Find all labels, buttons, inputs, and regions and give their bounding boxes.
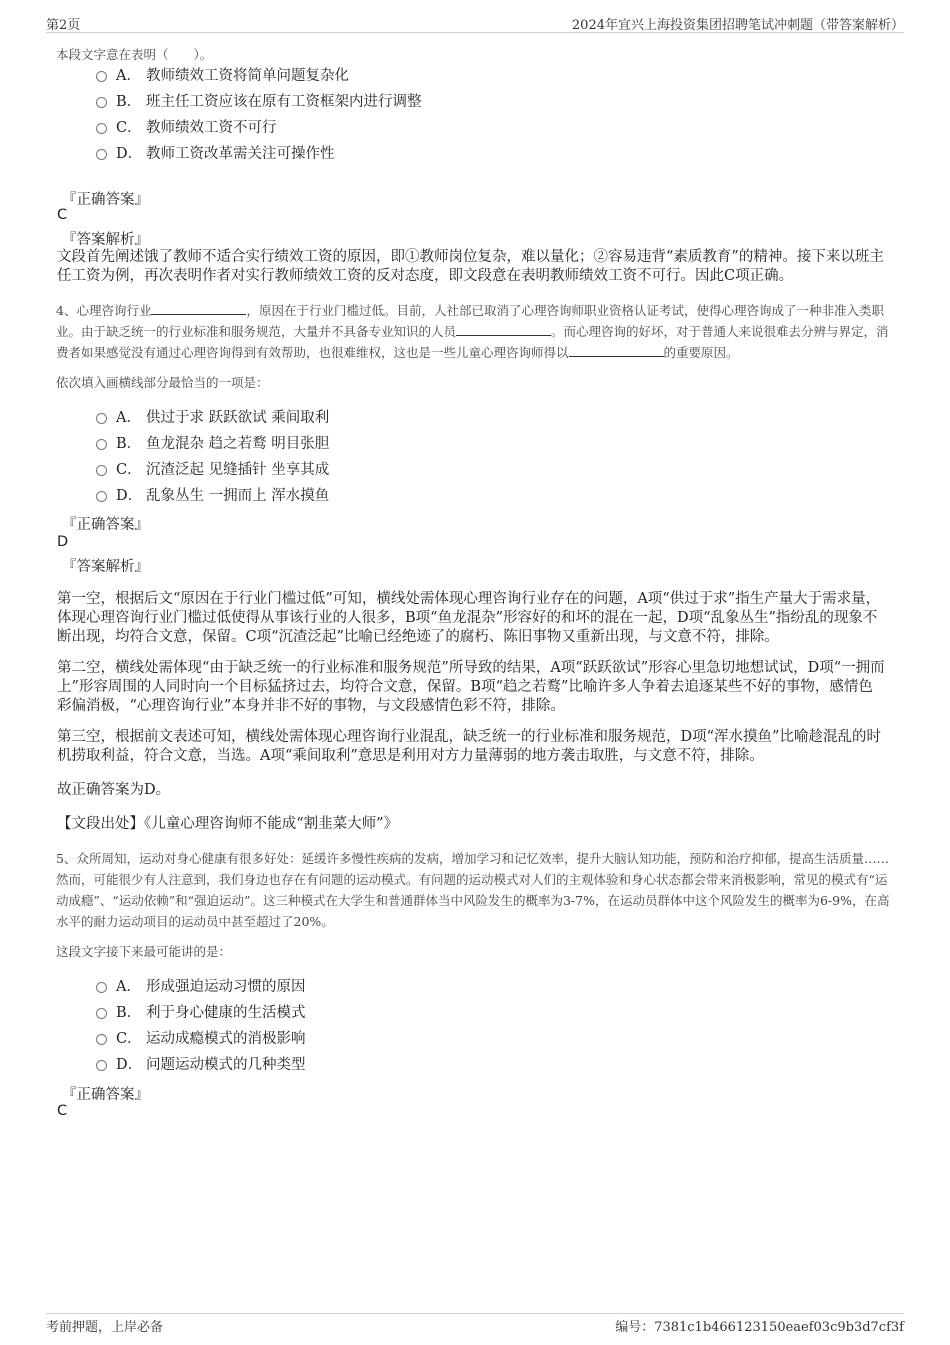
q4-option-b[interactable]: B． 鱼龙混杂 趋之若鹜 明目张胆 [96,431,856,457]
q4-analysis-conclusion: 故正确答案为D。 [57,782,171,798]
q4-option-a[interactable]: A． 供过于求 跃跃欲试 乘间取利 [96,405,856,431]
q5-option-b[interactable]: B． 利于身心健康的生活模式 [96,1000,856,1026]
radio-icon[interactable] [96,982,107,993]
blank-line [456,322,551,336]
radio-icon[interactable] [96,491,107,502]
q3-option-b[interactable]: B． 班主任工资应该在原有工资框架内进行调整 [96,89,856,115]
radio-icon[interactable] [96,149,107,160]
footer-slogan: 考前押题，上岸必备 [46,1320,164,1335]
q4-option-c[interactable]: C． 沉渣泛起 见缝插针 坐享其成 [96,457,856,483]
q3-option-d[interactable]: D． 教师工资改革需关注可操作性 [96,141,856,167]
q3-analysis: 文段首先阐述饿了教师不适合实行绩效工资的原因，即①教师岗位复杂，难以量化；②容易违背“素质教育”的精神。接下来以班主任工资为例，再次表明作者对实行教师绩效工资的反对态度，即文段意在表明教师绩效工资不可行。因此C项正确。 [57,249,884,284]
q4-answer: D [57,534,69,550]
q3-analysis-label: 『答案解析』 [62,232,149,248]
q4-analysis-p3: 第三空，根据前文表述可知，横线处需体现心理咨询行业混乱，缺乏统一的行业标准和服务规范，D项“浑水摸鱼”比喻趁混乱的时机捞取利益，符合文意，当选。A项“乘间取利”意思是利用对方力量薄弱的地方袭击取胜，与文意不符，排除。 [57,729,881,764]
radio-icon[interactable] [96,465,107,476]
q5-option-c[interactable]: C． 运动成瘾模式的消极影响 [96,1026,856,1052]
radio-icon[interactable] [96,1034,107,1045]
q3-stem: 本段文字意在表明（ ）。 [56,47,213,62]
q4-analysis-p2: 第二空，横线处需体现“由于缺乏统一的行业标准和服务规范”所导致的结果，A项“跃跃欲试”形容心里急切地想试试，D项“一拥而上”形容周围的人同时向一个目标猛挤过去，均符合文意，保留。B项“趋之若鹜”比喻许多人争着去追逐某些不好的事物，感情色彩偏消极，“心理咨询行业”本身并非不好的事物，与文段感情色彩不符，排除。 [57,660,885,714]
q5-options [96,974,856,1078]
q4-options [96,405,856,509]
radio-icon[interactable] [96,123,107,134]
radio-icon[interactable] [96,439,107,450]
blank-line [569,343,664,357]
q3-option-a[interactable]: A． 教师绩效工资将简单问题复杂化 [96,63,856,89]
radio-icon[interactable] [96,71,107,82]
q4-question: 依次填入画横线部分最恰当的一项是： [56,375,269,390]
q4-source: 【文段出处】《儿童心理咨询师不能成“割韭菜大师”》 [57,816,399,832]
radio-icon[interactable] [96,1008,107,1019]
q5-option-a[interactable]: A． 形成强迫运动习惯的原因 [96,974,856,1000]
q3-answer-label: 『正确答案』 [62,192,149,208]
q4-stem: 4、心理咨询行业 ，原因在于行业门槛过低。目前，人社部已取消了心理咨询师职业资格认证考试，使得心理咨询成了一种非准入类职业。由于缺乏统一的行业标准和服务规范，大量并不具备专业知识的人员 。而心理咨询的好坏，对于普通人来说很难去分辨与界定，消费者如果感觉没有通过心理咨询得到有效帮助，也很难维权，这也是一些儿童心理咨询师得以 的重要原因。 [56,303,889,360]
q3-options [96,63,856,167]
document-title: 2024年宜兴上海投资集团招聘笔试冲刺题（带答案解析） [571,18,904,33]
radio-icon[interactable] [96,413,107,424]
q4-answer-label: 『正确答案』 [62,517,149,533]
document-code: 编号：7381c1b466123150eaef03c9b3d7cf3f [615,1320,904,1335]
q5-answer: C [57,1103,68,1119]
radio-icon[interactable] [96,1060,107,1071]
q4-option-d[interactable]: D． 乱象丛生 一拥而上 浑水摸鱼 [96,483,856,509]
q5-stem: 5、众所周知，运动对身心健康有很多好处：延缓许多慢性疾病的发病，增加学习和记忆效率，提升大脑认知功能，预防和治疗抑郁，提高生活质量……然而，可能很少有人注意到，我们身边也存在有问题的运动模式。有问题的运动模式对人们的主观体验和身心状态都会带来消极影响，常见的模式有“运动成瘾”、“运动依赖”和“强迫运动”。这三种模式在大学生和普通群体当中风险发生的概率为3-7%，在运动员群体中这个风险发生的概率为6-9%，在高水平的耐力运动项目的运动员中甚至超过了20%。 [56,851,890,929]
q3-answer: C [57,207,68,223]
blank-line [151,301,246,315]
q5-answer-label: 『正确答案』 [62,1087,149,1103]
q4-analysis-label: 『答案解析』 [62,559,149,575]
page-header [46,14,904,33]
q5-question: 这段文字接下来最可能讲的是： [56,944,232,959]
radio-icon[interactable] [96,97,107,108]
page-footer [46,1313,904,1334]
q4-analysis-p1: 第一空，根据后文“原因在于行业门槛过低”可知，横线处需体现心理咨询行业存在的问题，A项“供过于求”指生产量大于需求量，体现心理咨询行业门槛过低使得从事该行业的人很多，B项“鱼龙混杂”形容好的和坏的混在一起，D项“乱象丛生”指纷乱的现象不断出现，均符合文意，保留。C项“沉渣泛起”比喻已经绝迹了的腐朽、陈旧事物又重新出现，与文意不符，排除。 [57,591,881,645]
q5-option-d[interactable]: D． 问题运动模式的几种类型 [96,1052,856,1078]
page-number: 第2页 [46,18,81,33]
q3-option-c[interactable]: C． 教师绩效工资不可行 [96,115,856,141]
